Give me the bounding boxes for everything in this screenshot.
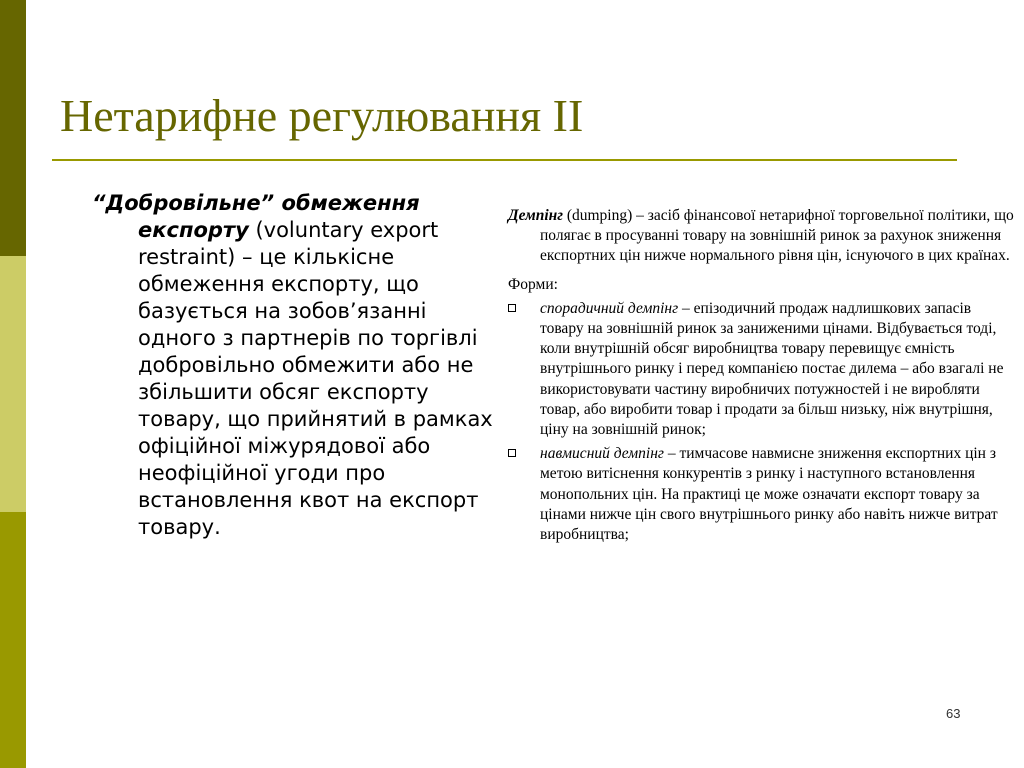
list-item (508, 299, 1016, 440)
right-column (508, 206, 1016, 549)
decorative-bar-bottom (0, 512, 26, 768)
dumping-term: Демпінг (508, 207, 563, 224)
decorative-bar-top (0, 0, 26, 256)
page-number: 63 (946, 706, 961, 721)
definition-term: “Добровільне” обмеження експорту (92, 191, 420, 242)
square-bullet-icon (508, 304, 516, 312)
dumping-text: (dumping) – засіб фінансової нетарифної торговельної політики, що полягає в просуванні товару на зовнішній ринок за рахунок зниження експортних цін нижче нормального рівня цін, існуючого в цих країнах. (540, 207, 1014, 265)
list-item-term: спорадичний демпінг (540, 299, 679, 317)
list-item (508, 444, 1016, 545)
voluntary-export-restraint-definition (92, 190, 494, 541)
forms-label: Форми: (508, 275, 558, 293)
list-item-text: – тимчасове навмисне зниження експортних цін з метою витіснення конкурентів з ринку і наступного встановлення монопольних цін. На практиці це може означати експорт товару за цінами нижче цін свого внутрішнього ринку або навіть нижче витрат виробництва; (540, 445, 998, 544)
list-item-term: навмисний демпінг (540, 445, 664, 463)
title-divider (52, 159, 957, 161)
left-column (92, 190, 494, 541)
square-bullet-icon (508, 449, 516, 457)
definition-text: (voluntary export restraint) – це кількісне обмеження експорту, що базується на зобов’язанні одного з партнерів по торгівлі добровільно обмежити або не збільшити обсяг експорту товару, що прийнятий в рамках офіційної міжурядової або неофіційної угоди про встановлення квот на експорт товару. (138, 218, 493, 539)
forms-list (508, 299, 1016, 545)
slide-title: Нетарифне регулювання ІІ (60, 90, 584, 141)
dumping-definition (508, 206, 1016, 267)
decorative-bar-middle (0, 256, 26, 512)
list-item-text: – епізодичний продаж надлишкових запасів товару на зовнішній ринок за заниженими цінами. Відбувається тоді, коли внутрішній обсяг виробництва товару перевищує ємність внутрішнього ринку і перед компанією постає дилема – або взагалі не використовувати частину виробничих потужностей і не виробляти товар, або виробити товар і продати за більш низьку, ніж внутрішня, ціну на зовнішній ринок; (540, 299, 1004, 439)
